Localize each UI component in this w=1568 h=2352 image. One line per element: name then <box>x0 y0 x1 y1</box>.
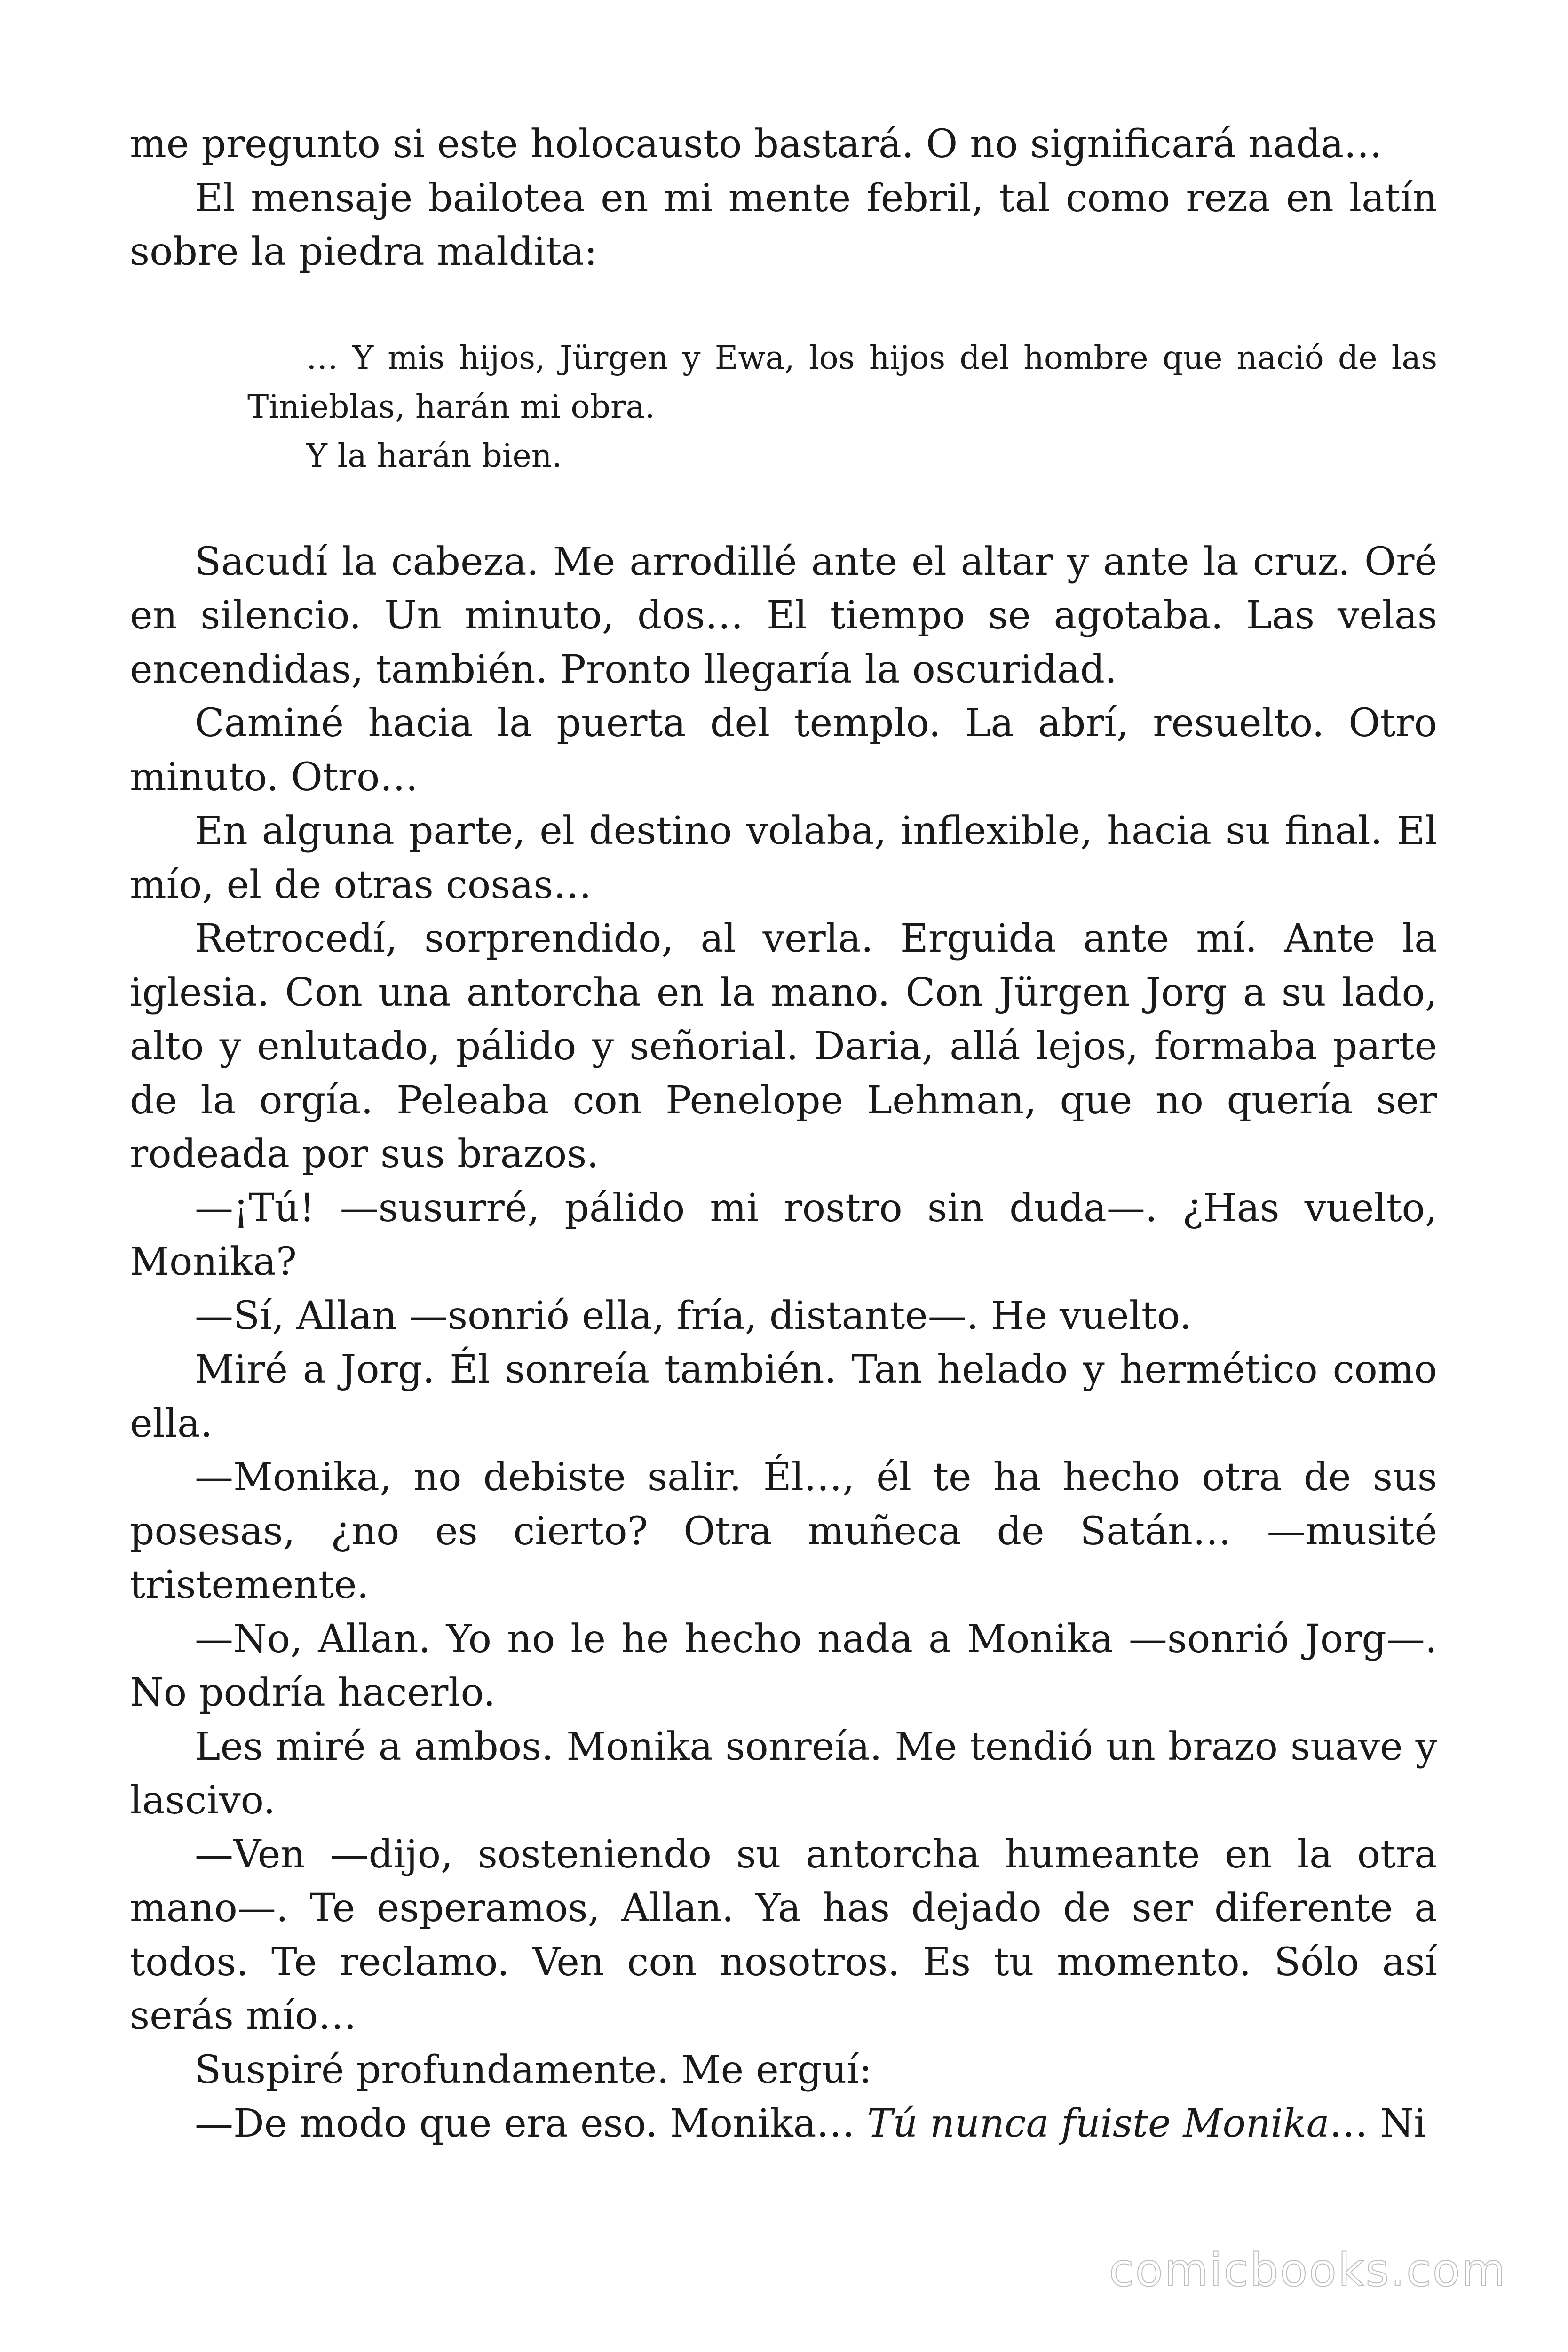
paragraph: —¡Tú! —susurré, pálido mi rostro sin duda—. ¿Has vuelto, Monika? <box>130 1185 1437 1284</box>
page-body <box>130 118 1437 2151</box>
paragraph: —Sí, Allan —sonrió ella, fría, distante—. He vuelto. <box>195 1293 1192 1338</box>
last-paragraph-italic: Tú nunca fuiste Monika <box>867 2101 1330 2146</box>
paragraph: —Ven —dijo, sosteniendo su antorcha humeante en la otra mano—. Te esperamos, Allan. Ya has dejado de ser diferente a todos. Te reclamo. Ven con nosotros. Es tu momento. Sólo así serás mío… <box>130 1832 1437 2038</box>
paragraph: Retrocedí, sorprendido, al verla. Erguida ante mí. Ante la iglesia. Con una antorcha en la mano. Con Jürgen Jorg a su lado, alto y enlutado, pálido y señorial. Daria, allá lejos, formaba parte de la orgía. Peleaba con Penelope Lehman, que no quería ser rodeada por sus brazos. <box>130 916 1437 1176</box>
paragraph: Sacudí la cabeza. Me arrodillé ante el altar y ante la cruz. Oré en silencio. Un minuto, dos… El tiempo se agotaba. Las velas encendidas, también. Pronto llegaría la oscuridad. <box>130 539 1437 692</box>
last-paragraph-end: … Ni <box>1329 2101 1426 2146</box>
quote-line: Y la harán bien. <box>306 437 562 475</box>
paragraph: —Monika, no debiste salir. Él…, él te ha hecho otra de sus posesas, ¿no es cierto? Otra muñeca de Satán… —musité tristemente. <box>130 1455 1437 1607</box>
quote-line: … Y mis hijos, Jürgen y Ewa, los hijos del hombre que nació de las Tinieblas, harán mi obra. <box>247 339 1437 426</box>
block-quote <box>247 334 1437 481</box>
last-paragraph-start: —De modo que era eso. Monika… <box>195 2101 867 2146</box>
watermark: comicbooks.com <box>1109 2244 1507 2296</box>
paragraph: El mensaje bailotea en mi mente febril, tal como reza en latín sobre la piedra maldita: <box>130 175 1437 274</box>
paragraph: Miré a Jorg. Él sonreía también. Tan helado y hermético como ella. <box>130 1347 1437 1446</box>
paragraph: Caminé hacia la puerta del templo. La abrí, resuelto. Otro minuto. Otro… <box>130 701 1437 800</box>
last-paragraph <box>130 2097 1437 2151</box>
paragraph: Suspiré profundamente. Me erguí: <box>195 2047 872 2092</box>
paragraph: En alguna parte, el destino volaba, inflexible, hacia su final. El mío, el de otras cosas… <box>130 809 1437 907</box>
paragraph: —No, Allan. Yo no le he hecho nada a Monika —sonrió Jorg—. No podría hacerlo. <box>130 1616 1437 1715</box>
paragraph: me pregunto si este holocausto bastará. O no significará nada… <box>130 122 1383 167</box>
paragraph: Les miré a ambos. Monika sonreía. Me tendió un brazo suave y lascivo. <box>130 1724 1437 1823</box>
